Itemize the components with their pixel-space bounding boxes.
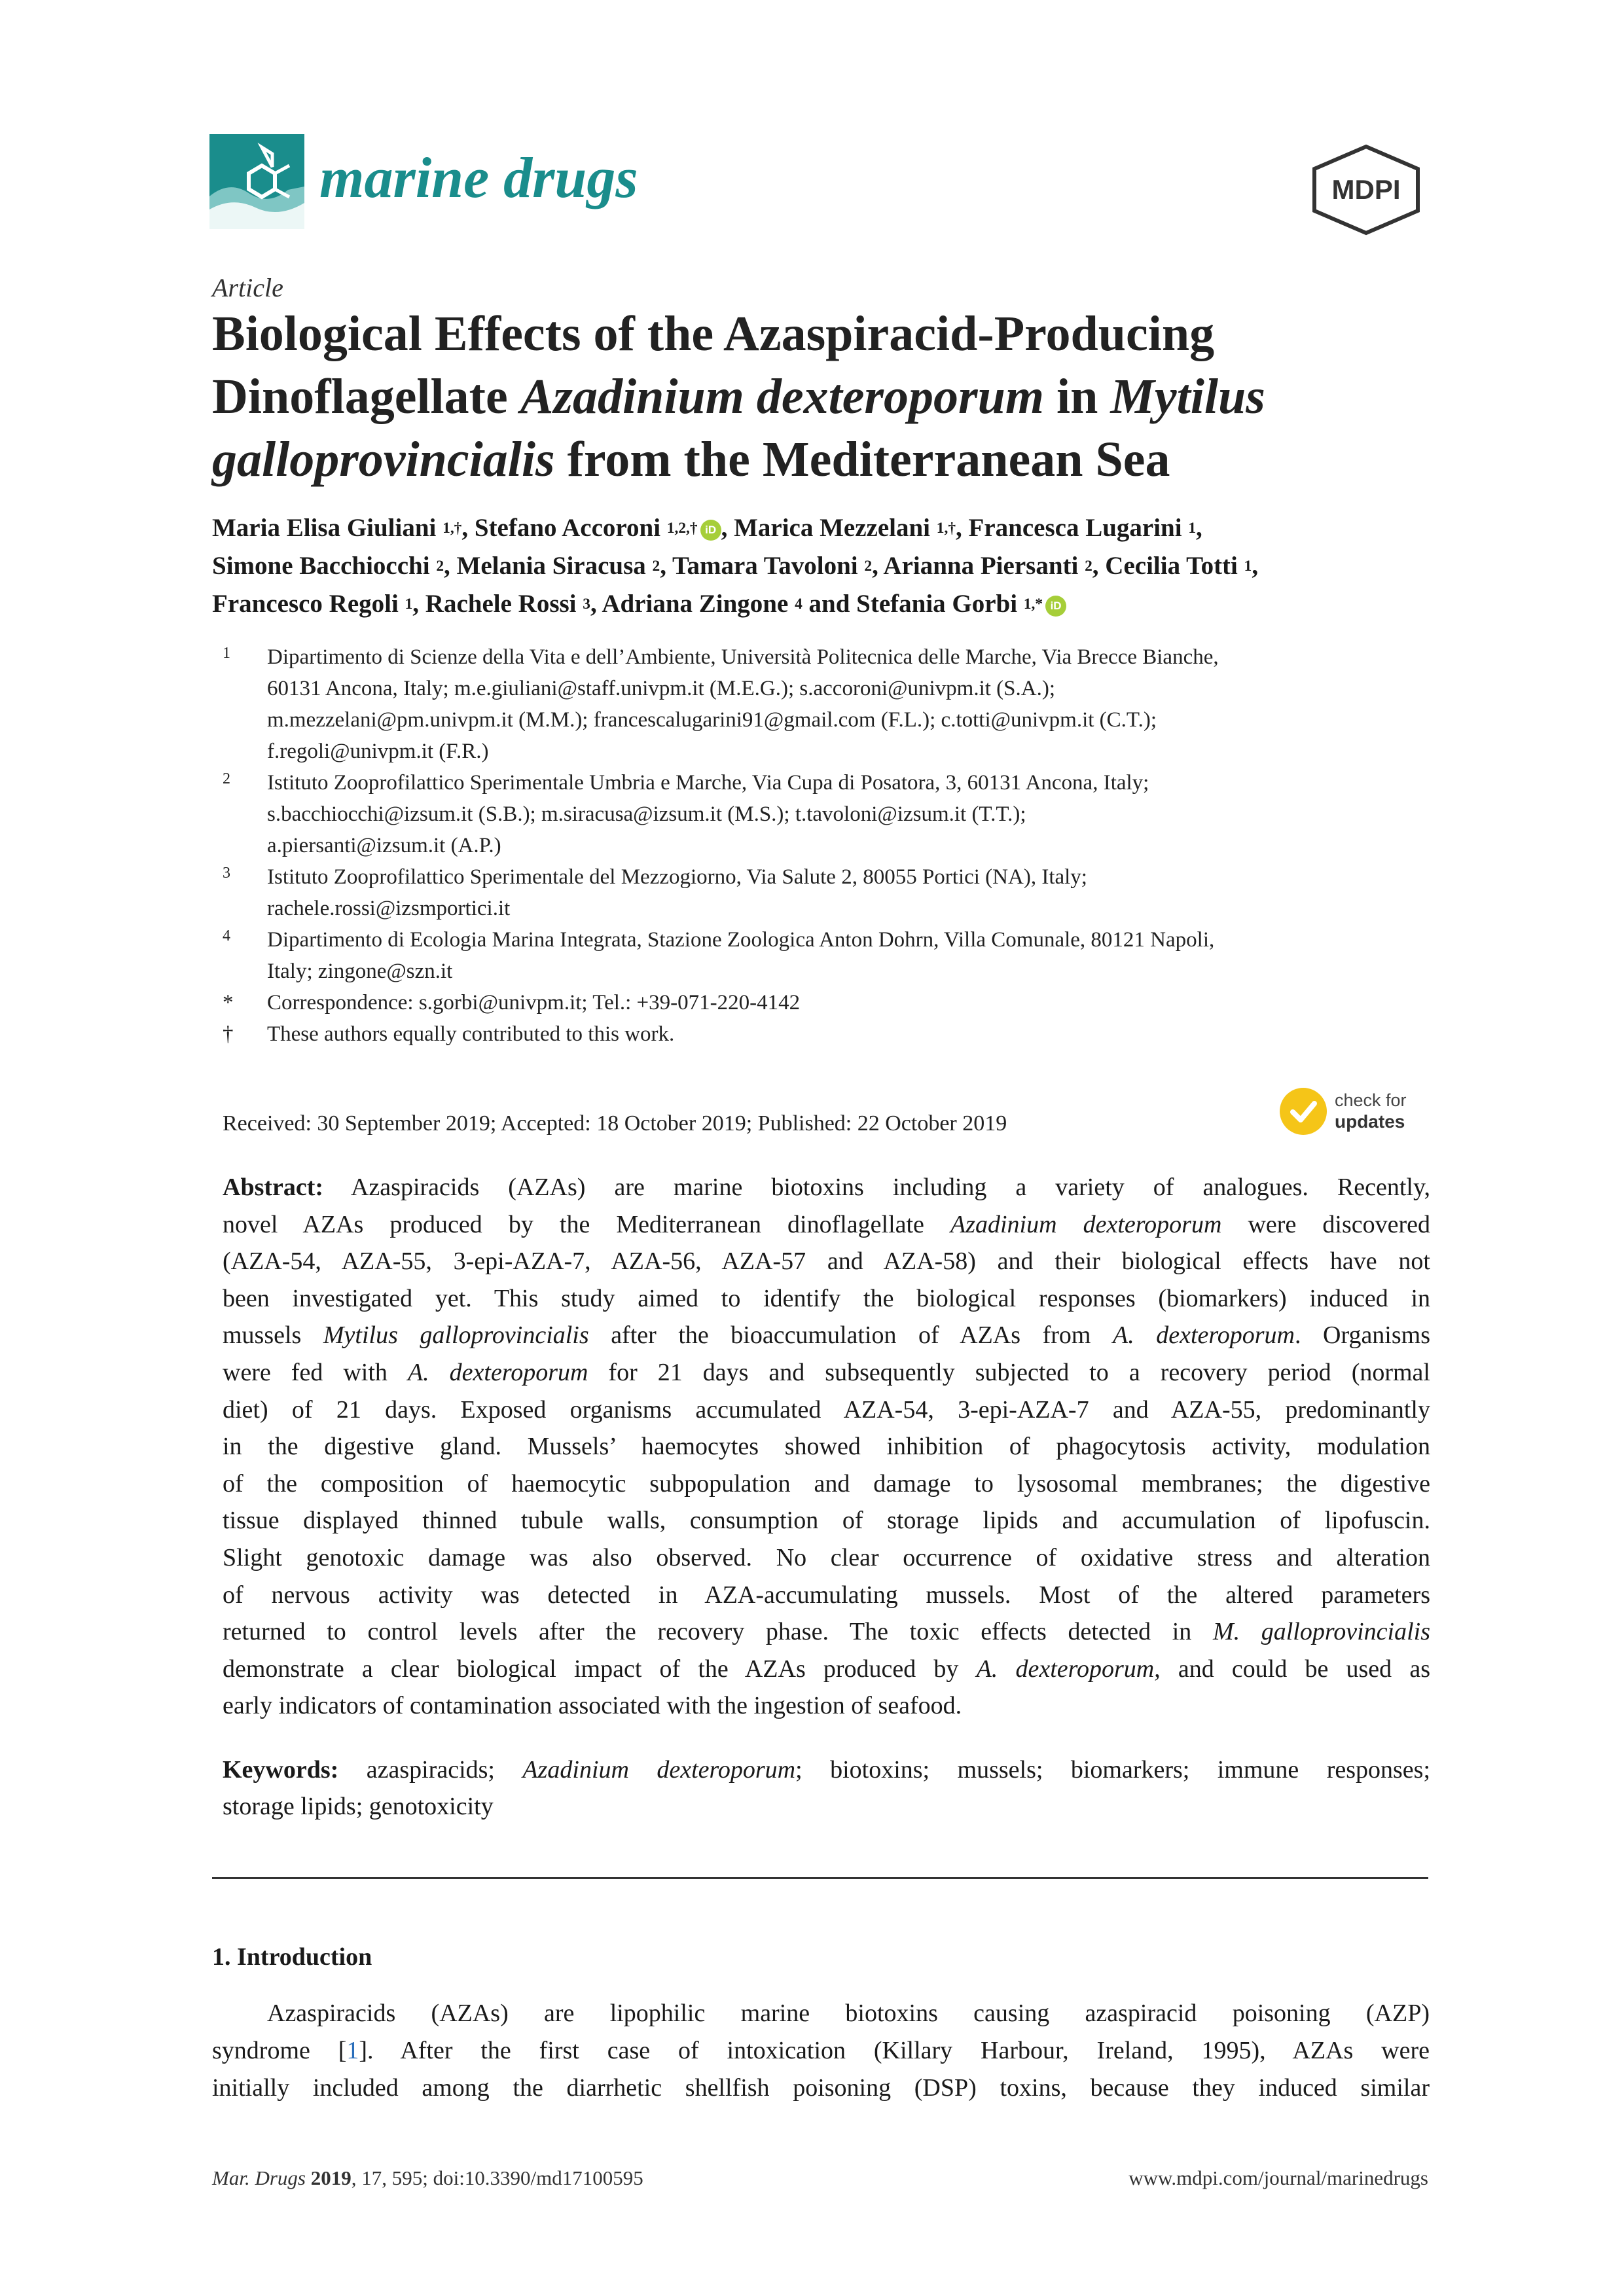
author-name[interactable]: Stefania Gorbi xyxy=(856,590,1018,618)
body-line: Azaspiracids (AZAs) are lipophilic marine biotoxins causing azaspiracid poisoning (AZP) xyxy=(267,2000,1430,2027)
author-name[interactable]: Francesco Regoli xyxy=(212,590,399,618)
author-name[interactable]: Simone Bacchiocchi xyxy=(212,552,430,580)
abstract-line: returned to control levels after the recovery phase. The toxic effects detected in M. galloprovincialis xyxy=(223,1618,1430,1646)
journal-name: marine drugs xyxy=(319,147,638,210)
title-line: Biological Effects of the Azaspiracid-Producing xyxy=(212,306,1215,361)
affiliation-marker: 2 xyxy=(223,770,230,787)
author-name[interactable]: Francesca Lugarini xyxy=(968,514,1182,542)
journal-logo-icon xyxy=(209,134,304,229)
affiliation-marker: 1 xyxy=(223,645,230,662)
checkmark-icon xyxy=(1280,1088,1327,1135)
correspondence-item: * Correspondence: s.gorbi@univpm.it; Tel.: +39-071-220-4142 xyxy=(223,987,1447,1018)
author-name[interactable]: Adriana Zingone xyxy=(602,590,789,618)
abstract-line: novel AZAs produced by the Mediterranean dinoflagellate Azadinium dexteroporum were discovered xyxy=(223,1210,1430,1238)
abstract-line: of nervous activity was detected in AZA-accumulating mussels. Most of the altered parameters xyxy=(223,1581,1430,1609)
paper-title xyxy=(212,302,1456,491)
author-name[interactable]: Rachele Rossi xyxy=(425,590,577,618)
author-name[interactable]: Stefano Accoroni xyxy=(474,514,661,542)
abstract-line: Abstract: Azaspiracids (AZAs) are marine biotoxins including a variety of analogues. Recently, xyxy=(223,1174,1430,1201)
author-line: Simone Bacchiocchi $^2$, Melania Siracusa $^2$, Tamara Tavoloni $^2$, Arianna Piersanti $^2$, Cecilia Totti $^1$, xyxy=(212,552,1259,580)
mdpi-logo-icon xyxy=(1309,144,1424,236)
check-updates-label: updates xyxy=(1335,1111,1405,1132)
section-divider xyxy=(212,1877,1428,1879)
check-for-updates-button[interactable] xyxy=(1280,1086,1430,1139)
keywords-line: Keywords: azaspiracids; Azadinium dexteroporum; biotoxins; mussels; biomarkers; immune responses; xyxy=(223,1756,1431,1784)
keywords-label: Keywords: xyxy=(223,1756,339,1784)
author-name[interactable]: Arianna Piersanti xyxy=(883,552,1079,580)
affiliation-item: 3 Istituto Zooprofilattico Sperimentale del Mezzogiorno, Via Salute 2, 80055 Portici (NA), Italy; rachele.rossi@izsmportici.it xyxy=(223,861,1447,924)
affiliation-item: 1 Dipartimento di Scienze della Vita e dell’Ambiente, Università Politecnica delle Marche, Via Brecce Bianche, 60131 Ancona, Italy; m.e.giuliani@staff.univpm.it (M.E.G.); s.accoroni@univpm.it (S.A.); m.mezzelani@pm.univpm.it (M.M.); francescalugarini91@gmail.com (F.L.); c.totti@univpm.it (C.T.); f.regoli@univpm.it (F.R.) xyxy=(223,641,1447,767)
affiliation-marker: * xyxy=(223,991,234,1014)
affiliation-marker: 4 xyxy=(223,927,230,944)
author-name[interactable]: Tamara Tavoloni xyxy=(672,552,858,580)
footer-citation: Mar. Drugs 2019, 17, 595; doi:10.3390/md17100595 xyxy=(212,2166,643,2189)
abstract-line: early indicators of contamination associated with the ingestion of seafood. xyxy=(223,1692,962,1720)
author-name[interactable]: Marica Mezzelani xyxy=(734,514,931,542)
abstract-line: were fed with A. dexteroporum for 21 days and subsequently subjected to a recovery period (normal xyxy=(223,1358,1430,1386)
affiliations-list xyxy=(223,641,1447,1050)
article-type: Article xyxy=(212,273,283,302)
publication-dates: Received: 30 September 2019; Accepted: 18 October 2019; Published: 22 October 2019 xyxy=(223,1111,1007,1136)
footer-journal-url[interactable]: www.mdpi.com/journal/marinedrugs xyxy=(1128,2166,1428,2189)
body-line: initially included among the diarrhetic shellfish poisoning (DSP) toxins, because they induced similar xyxy=(212,2074,1430,2102)
affiliation-item: 2 Istituto Zooprofilattico Sperimentale Umbria e Marche, Via Cupa di Posatora, 3, 60131 Ancona, Italy; s.bacchiocchi@izsum.it (S.B.); m.siracusa@izsum.it (M.S.); t.tavoloni@izsum.it (T.T.); a.piersanti@izsum.it (A.P.) xyxy=(223,767,1447,861)
citation-link[interactable]: 1 xyxy=(346,2037,359,2064)
abstract-line: demonstrate a clear biological impact of the AZAs produced by A. dexteroporum, and could be used as xyxy=(223,1655,1430,1683)
author-line: Maria Elisa Giuliani $^{1,\dagger}$, Stefano Accoroni $^{1,2,\dagger}$ iD , Marica Mezzelani $^{1,\dagger}$, Francesca Lugarini $^1$, xyxy=(212,514,1202,542)
abstract xyxy=(223,1169,1430,1725)
abstract-line: (AZA-54, AZA-55, 3-epi-AZA-7, AZA-56, AZA-57 and AZA-58) and their biological effects have not xyxy=(223,1247,1430,1276)
abstract-line: been investigated yet. This study aimed to identify the biological responses (biomarkers) induced in xyxy=(223,1284,1430,1312)
abstract-line: Slight genotoxic damage was also observed. No clear occurrence of oxidative stress and alteration xyxy=(223,1543,1430,1571)
orcid-icon[interactable]: iD xyxy=(1045,596,1066,617)
affiliation-marker: † xyxy=(223,1022,234,1046)
author-name[interactable]: Cecilia Totti xyxy=(1105,552,1238,580)
equal-contribution-note: † These authors equally contributed to this work. xyxy=(223,1018,1447,1050)
abstract-label: Abstract: xyxy=(223,1174,324,1201)
body-line: syndrome [1]. After the first case of intoxication (Killary Harbour, Ireland, 1995), AZAs were xyxy=(212,2037,1430,2064)
author-name[interactable]: Melania Siracusa xyxy=(456,552,646,580)
keywords xyxy=(223,1751,1430,1825)
keywords-line: storage lipids; genotoxicity xyxy=(223,1793,494,1820)
affiliation-item: 4 Dipartimento di Ecologia Marina Integrata, Stazione Zoologica Anton Dohrn, Villa Comunale, 80121 Napoli, Italy; zingone@szn.it xyxy=(223,924,1447,987)
abstract-line: mussels Mytilus galloprovincialis after the bioaccumulation of AZAs from A. dexteroporum. Organisms xyxy=(223,1321,1431,1350)
title-line: Dinoflagellate Azadinium dexteroporum in Mytilus xyxy=(212,369,1265,424)
abstract-line: in the digestive gland. Mussels’ haemocytes showed inhibition of phagocytosis activity, modulation xyxy=(223,1433,1430,1461)
abstract-line: of the composition of haemocytic subpopulation and damage to lysosomal membranes; the digestive xyxy=(223,1469,1430,1498)
mdpi-logo-text: MDPI xyxy=(1331,174,1401,205)
abstract-line: tissue displayed thinned tubule walls, consumption of storage lipids and accumulation of lipofuscin. xyxy=(223,1507,1430,1535)
author-name[interactable]: Maria Elisa Giuliani xyxy=(212,514,437,542)
author-list xyxy=(212,509,1443,623)
section-heading: 1. Introduction xyxy=(212,1943,372,1971)
introduction-body xyxy=(212,1995,1430,2107)
author-line: Francesco Regoli $^1$, Rachele Rossi $^3$, Adriana Zingone $^4$ and Stefania Gorbi $^{1,*}$ iD xyxy=(212,585,1443,623)
affiliation-marker: 3 xyxy=(223,865,230,882)
check-updates-label: check for xyxy=(1335,1090,1407,1110)
title-line: galloprovincialis from the Mediterranean Sea xyxy=(212,432,1170,487)
orcid-icon[interactable]: iD xyxy=(700,520,721,541)
abstract-line: diet) of 21 days. Exposed organisms accumulated AZA-54, 3-epi-AZA-7 and AZA-55, predominantly xyxy=(223,1395,1430,1424)
